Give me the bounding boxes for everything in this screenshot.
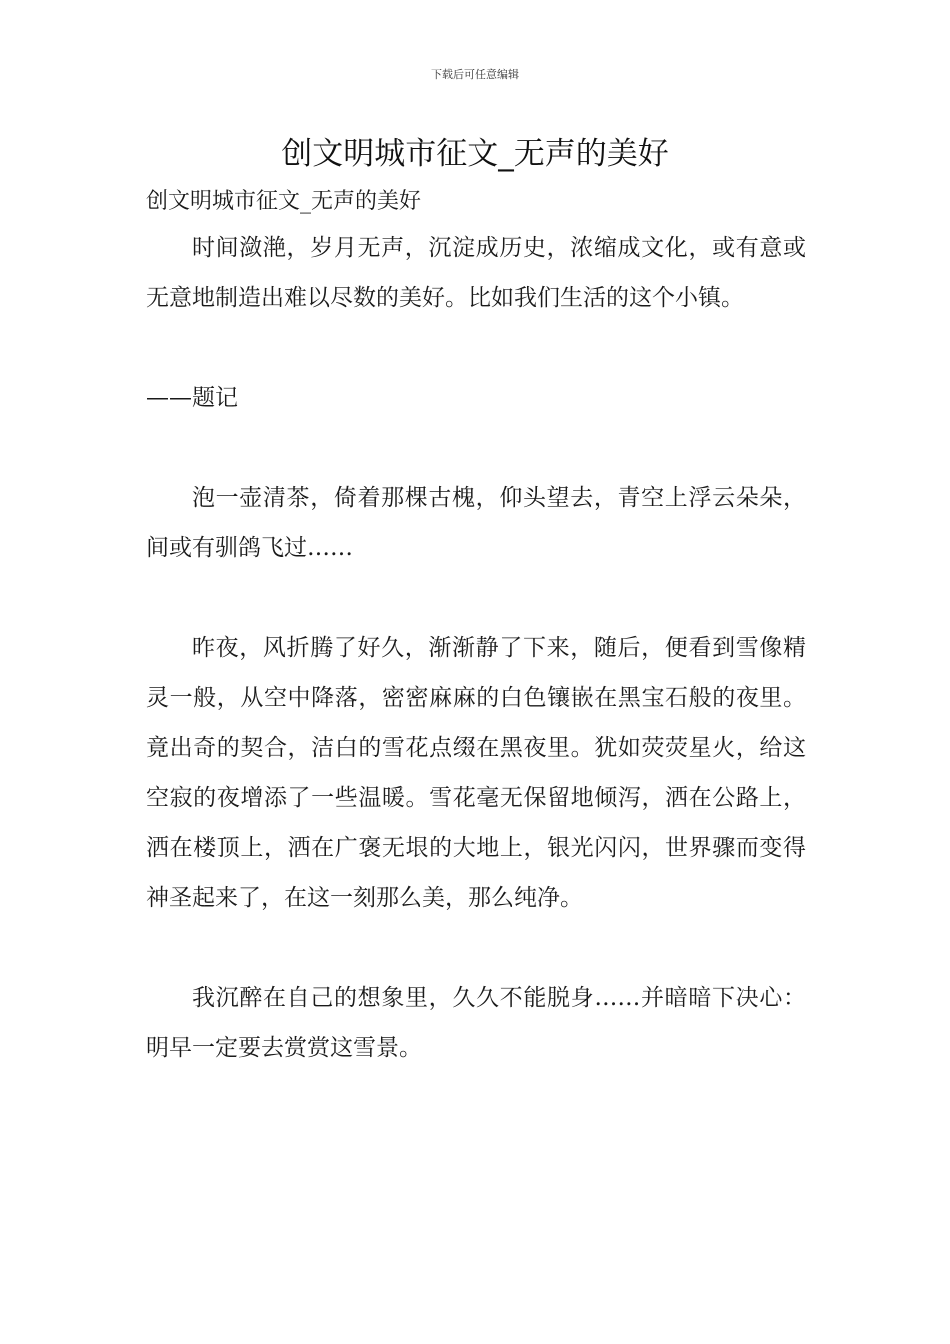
document-title: 创文明城市征文_无声的美好 <box>281 136 669 172</box>
document-subtitle: 创文明城市征文_无声的美好 <box>146 189 422 214</box>
paragraph-tea: 泡一壶清茶，倚着那棵古槐，仰头望去，青空上浮云朵朵，间或有驯鸽飞过…… <box>146 485 806 561</box>
paragraph-snow: 昨夜，风折腾了好久，渐渐静了下来，随后，便看到雪像精灵一般，从空中降落，密密麻麻的白色镶嵌在黑宝石般的夜里。竟出奇的契合，洁白的雪花点缀在黑夜里。犹如荧荧星火，给这空寂的夜增添了一些温暖。雪花毫无保留地倾泻，洒在公路上，洒在楼顶上，洒在广褒无垠的大地上，银光闪闪，世界骤而变得神圣起来了，在这一刻那么美，那么纯净。 <box>146 635 806 911</box>
paragraph-intro: 时间潋滟，岁月无声，沉淀成历史，浓缩成文化，或有意或无意地制造出难以尽数的美好。比如我们生活的这个小镇。 <box>146 235 806 311</box>
article-body <box>146 223 806 1073</box>
paragraph-gap <box>146 573 806 623</box>
paragraph-gap <box>146 423 806 473</box>
header-note: 下载后可任意编辑 <box>431 68 519 81</box>
paragraph-epigraph: ——题记 <box>146 385 238 411</box>
paragraph-resolve: 我沉醉在自己的想象里，久久不能脱身……并暗暗下决心：明早一定要去赏赏这雪景。 <box>146 985 806 1061</box>
paragraph-gap <box>146 323 806 373</box>
paragraph-gap <box>146 923 806 973</box>
